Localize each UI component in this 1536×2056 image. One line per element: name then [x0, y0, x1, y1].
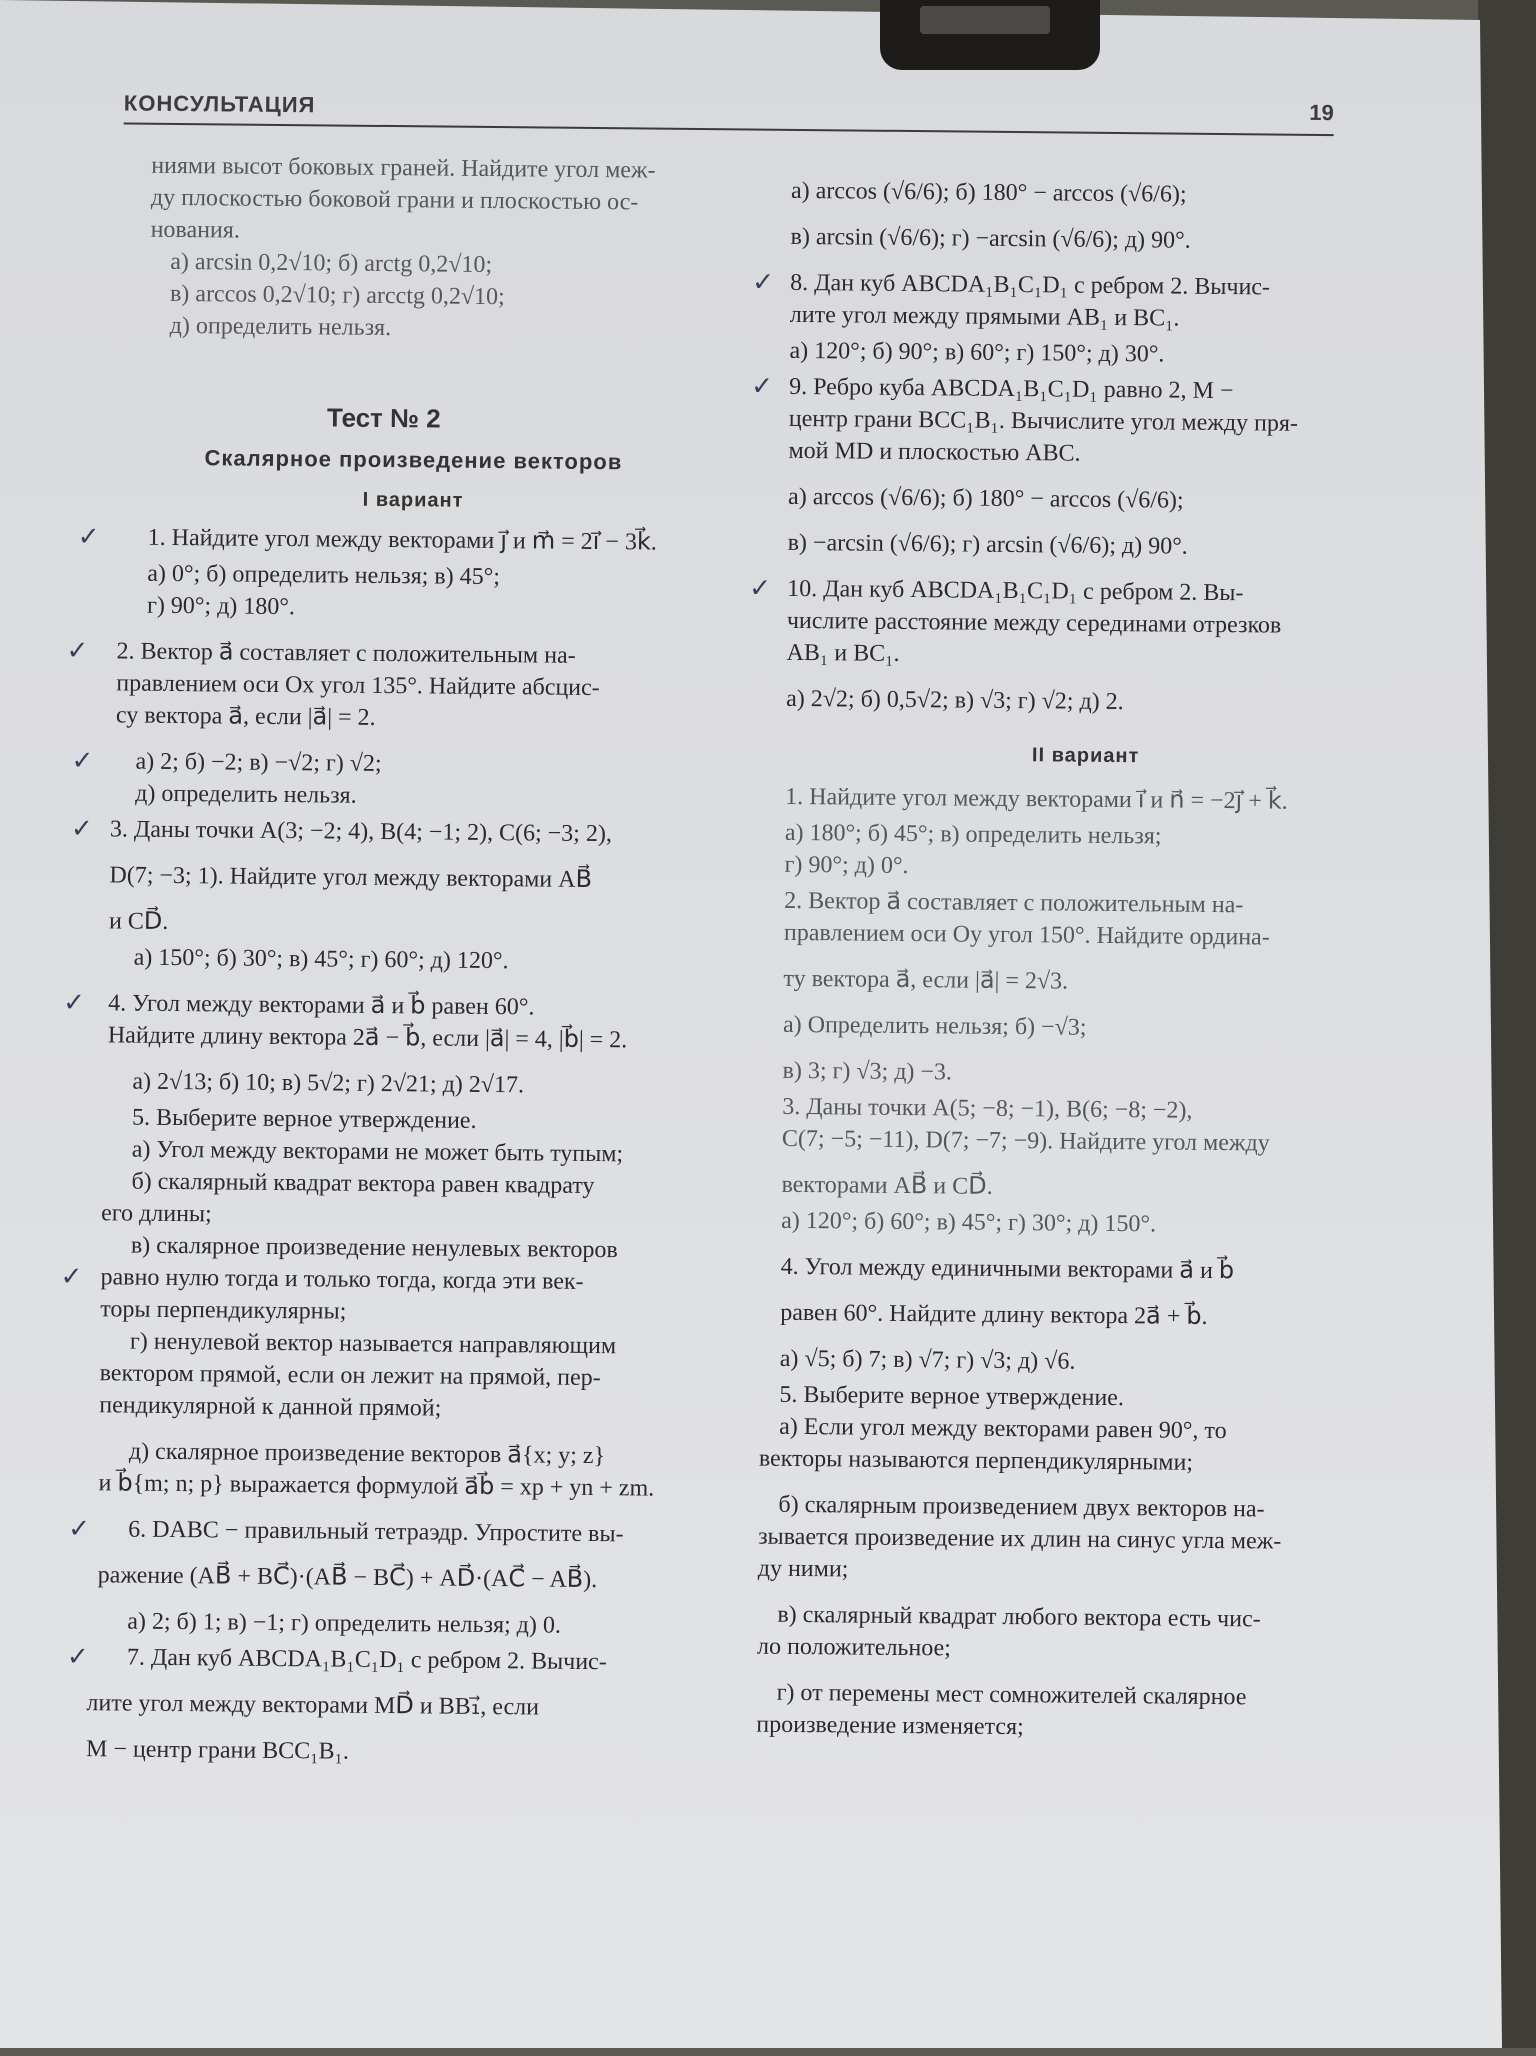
running-head — [124, 86, 1334, 136]
text-line: ниями высот боковых граней. Найдите угол меж- — [151, 152, 656, 184]
question-text: M − центр грани BCC₁B₁. — [85, 1736, 350, 1765]
check-mark-icon: ✓ — [68, 1513, 91, 1545]
question-text: центр грани BCC₁B₁. Вычислите угол между пря- — [788, 405, 1299, 437]
answer-line: г) 90°; д) 0°. — [784, 851, 909, 880]
question-text: 8. Дан куб ABCDA₁B₁C₁D₁ с ребром 2. Вычис- — [790, 269, 1271, 301]
check-mark-icon: ✓ — [60, 1261, 83, 1293]
question-text: 9. Ребро куба ABCDA₁B₁C₁D₁ равно 2, M − — [789, 373, 1234, 405]
answer-line: а) 2; б) −2; в) −√2; г) √2; — [135, 748, 382, 777]
question-text: векторами AB⃗ и CD⃗. — [781, 1171, 993, 1200]
question-text: 4. Угол между векторами a⃗ и b⃗ равен 60°. — [108, 990, 535, 1021]
answer-line: д) определить нельзя. — [135, 780, 357, 809]
question-ii-1-answers — [764, 817, 1405, 887]
check-mark-icon: ✓ — [66, 1641, 89, 1673]
option-line: б) скалярный квадрат вектора равен квадрату — [131, 1168, 595, 1200]
answer-line: г) 90°; д) 180°. — [146, 592, 296, 621]
option-line: вектором прямой, если он лежит на прямой, пер- — [99, 1360, 601, 1392]
question-text: D(7; −3; 1). Найдите угол между векторами AB⃗ — [109, 862, 593, 893]
answer-line: а) arccos (√6/6); б) 180° − arccos (√6/6); — [790, 177, 1187, 208]
question-text: 3. Даны точки A(3; −2; 4), B(4; −1; 2), C(6; −3; 2), — [109, 816, 613, 848]
question-ii-2 — [763, 885, 1404, 1001]
question-8 — [752, 267, 1411, 337]
variant-heading: II вариант — [1031, 744, 1140, 768]
intro-text — [41, 149, 732, 252]
test-title: Тест № 2 — [326, 402, 441, 434]
question-10-answers — [766, 683, 1406, 721]
question-text: 5. Выберите верное утверждение. — [779, 1381, 1125, 1412]
question-1-answers — [37, 557, 728, 628]
question-text: C(7; −5; −11), D(7; −7; −9). Найдите угол между — [781, 1125, 1270, 1157]
option-line: торы перпендикулярны; — [100, 1296, 347, 1325]
option-line: д) скалярное произведение векторов a⃗{x; y; z} — [128, 1438, 606, 1470]
question-ii-5-options — [756, 1411, 1399, 1747]
test-topic: Скалярное произведение векторов — [204, 445, 623, 475]
question-text: и CD⃗. — [108, 908, 169, 935]
question-text: 10. Дан куб ABCDA₁B₁C₁D₁ с ребром 2. Вы- — [787, 575, 1244, 607]
question-7 — [26, 1641, 717, 1772]
question-ii-1 — [765, 781, 1405, 819]
question-text: 4. Угол между единичными векторами a⃗ и b⃗ — [780, 1253, 1235, 1285]
option-line: в) скалярный квадрат любого вектора есть чис- — [777, 1601, 1261, 1633]
answer-line: а) √5; б) 7; в) √7; г) √3; д) √6. — [779, 1345, 1076, 1375]
answer-line: а) 120°; б) 60°; в) 45°; г) 30°; д) 150°. — [781, 1207, 1157, 1238]
question-text: равен 60°. Найдите длину вектора 2a⃗ + b⃗. — [780, 1299, 1208, 1330]
question-text: Найдите длину вектора 2a⃗ − b⃗, если |a⃗| = 4, |b⃗| = 2. — [107, 1022, 628, 1054]
answer-line: в) 3; г) √3; д) −3. — [782, 1057, 953, 1086]
check-mark-icon: ✓ — [77, 522, 100, 553]
answer-line: а) 120°; б) 90°; в) 60°; г) 150°; д) 30°. — [789, 337, 1165, 368]
question-text: 1. Найдите угол между векторами j⃗ и m⃗ = 2i⃗ − 3k⃗. — [147, 524, 657, 556]
question-8-answers — [769, 335, 1409, 373]
question-text: лите угол между векторами MD⃗ и BB₁⃗, если — [86, 1690, 540, 1721]
question-ii-4 — [760, 1251, 1401, 1335]
answer-line: а) arccos (√6/6); б) 180° − arccos (√6/6); — [787, 483, 1184, 514]
answer-line: а) 2; б) 1; в) −1; г) определить нельзя; д) 0. — [127, 1608, 562, 1639]
text-line: нования. — [150, 216, 241, 244]
option-line: в) скалярное произведение ненулевых векторов — [130, 1232, 618, 1264]
question-9 — [751, 371, 1409, 473]
section-title: КОНСУЛЬТАЦИЯ — [123, 90, 316, 118]
option-line: его длины; — [101, 1200, 212, 1228]
question-text: 2. Вектор a⃗ составляет с положительным на- — [784, 887, 1244, 919]
page-number: 19 — [1309, 99, 1334, 126]
check-mark-icon: ✓ — [63, 987, 86, 1019]
answer-line: а) 2√13; б) 10; в) 5√2; г) 2√21; д) 2√17. — [132, 1068, 525, 1099]
left-column — [26, 149, 731, 1772]
question-text: мой MD и плоскостью ABC. — [788, 437, 1081, 467]
question-6-answers — [27, 1605, 717, 1644]
option-line: г) ненулевой вектор называется направляющим — [129, 1328, 617, 1360]
option-line: а) Если угол между векторами равен 90°, то — [779, 1413, 1227, 1445]
option-line: г) от перемены мест сомножителей скалярное — [776, 1679, 1247, 1711]
check-mark-icon: ✓ — [71, 745, 94, 777]
answer-line: в) −arcsin (√6/6); г) arcsin (√6/6); д) 90°. — [787, 529, 1188, 560]
question-ii-4-answers — [760, 1343, 1400, 1381]
answer-line: а) 0°; б) определить нельзя; в) 45°; — [147, 560, 501, 591]
answer-line: в) arcsin (√6/6); г) −arcsin (√6/6); д) 90°. — [790, 223, 1191, 254]
check-mark-icon: ✓ — [70, 813, 93, 845]
answer-line: а) 150°; б) 30°; в) 45°; г) 60°; д) 120°. — [133, 944, 509, 975]
check-mark-icon: ✓ — [749, 573, 772, 604]
question-ii-3 — [761, 1091, 1402, 1207]
question-3 — [34, 813, 725, 944]
answer-line: в) arccos 0,2√10; г) arcctg 0,2√10; — [169, 280, 505, 311]
check-mark-icon: ✓ — [752, 267, 775, 298]
question-text: AB₁ и BC₁. — [786, 639, 900, 667]
question-text: су вектора a⃗, если |a⃗| = 2. — [115, 702, 376, 731]
answer-line: а) arcsin 0,2√10; б) arctg 0,2√10; — [170, 248, 493, 279]
answer-line: а) 180°; б) 45°; в) определить нельзя; — [784, 819, 1162, 850]
option-line: б) скалярным произведением двух векторов на- — [778, 1491, 1265, 1523]
question-7-answers — [770, 175, 1411, 259]
question-4 — [33, 987, 724, 1058]
option-line: ду ними; — [757, 1555, 849, 1583]
answer-line: а) Определить нельзя; б) −√3; — [782, 1011, 1087, 1041]
option-line: а) Угол между векторами не может быть тупым; — [131, 1136, 624, 1168]
question-ii-5 — [759, 1379, 1399, 1417]
question-text: лите угол между прямыми AB₁ и BC₁. — [789, 301, 1180, 332]
option-line: зывается произведение их длин на синус угла меж- — [758, 1523, 1282, 1555]
question-2-answers — [35, 745, 726, 816]
question-ii-3-answers — [761, 1205, 1401, 1243]
question-text: числите расстояние между серединами отрезков — [786, 607, 1282, 639]
right-column — [749, 171, 1411, 1747]
question-text: 7. Дан куб ABCDA₁B₁C₁D₁ с ребром 2. Вычис- — [126, 1644, 607, 1676]
question-text: 2. Вектор a⃗ составляет с положительным на- — [116, 638, 576, 669]
option-line: ло положительное; — [756, 1633, 952, 1662]
option-line: и b⃗{m; n; p} выражается формулой a⃗b⃗ = xp + yn + zm. — [98, 1470, 655, 1502]
check-mark-icon: ✓ — [66, 635, 89, 667]
question-2 — [36, 635, 727, 738]
question-9-answers — [768, 481, 1409, 565]
option-line: пендикулярной к данной прямой; — [99, 1392, 442, 1422]
question-text: 1. Найдите угол между векторами i⃗ и n⃗ = −2j⃗ + k⃗. — [785, 783, 1288, 815]
answer-line: д) определить нельзя. — [169, 312, 392, 342]
intro-answers — [40, 245, 731, 348]
question-5-options — [28, 1133, 721, 1506]
text-line: ду плоскостью боковой грани и плоскостью ос- — [150, 184, 639, 216]
question-text: ту вектора a⃗, если |a⃗| = 2√3. — [783, 965, 1069, 995]
option-line: векторы называются перпендикулярными; — [758, 1445, 1194, 1476]
question-text: ражение (AB⃗ + BC⃗)·(AB⃗ − BC⃗) + AD⃗·(AC⃗ − AB⃗). — [97, 1562, 598, 1594]
option-line: произведение изменяется; — [756, 1711, 1024, 1741]
question-ii-2-answers — [762, 1009, 1403, 1093]
check-mark-icon: ✓ — [751, 371, 774, 402]
question-text: 5. Выберите верное утверждение. — [132, 1104, 477, 1134]
answer-line: а) 2√2; б) 0,5√2; в) √3; г) √2; д) 2. — [786, 685, 1124, 716]
question-6 — [28, 1513, 719, 1598]
question-text: правлением оси Oy угол 150°. Найдите ордина- — [783, 919, 1270, 951]
variant-heading: I вариант — [362, 488, 464, 512]
question-1 — [38, 521, 728, 560]
question-text: правлением оси Ox угол 135°. Найдите абсцис- — [116, 670, 600, 702]
question-text: 3. Даны точки A(5; −8; −1), B(6; −8; −2), — [782, 1093, 1193, 1124]
question-10 — [749, 573, 1407, 675]
question-text: 6. DABC − правильный тетраэдр. Упростите вы- — [128, 1516, 624, 1548]
option-line: равно нулю тогда и только тогда, когда эти век- — [100, 1264, 584, 1295]
question-4-answers — [32, 1065, 722, 1104]
question-3-answers — [34, 941, 724, 980]
